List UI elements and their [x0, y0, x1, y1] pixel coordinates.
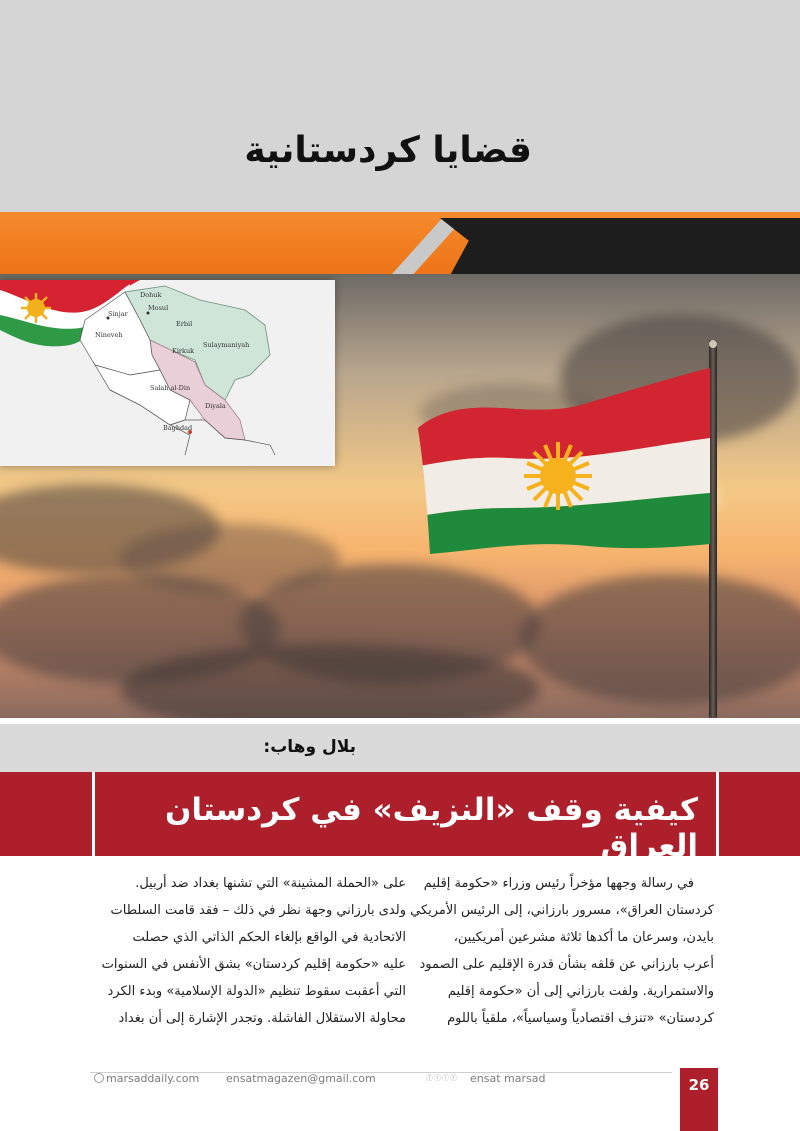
map-label-nineveh: Nineveh	[95, 331, 123, 339]
paragraph-line: في رسالة وجهها مؤخراً رئيس وزراء «حكومة إقليم	[423, 876, 694, 891]
instagram-icon: ⓘ	[442, 1074, 450, 1082]
paragraph-line: كردستان» «تنزف اقتصادياً وسياسياً»، ملقياً باللوم	[447, 1011, 714, 1026]
footer-email[interactable]: ensatmagazen@gmail.com	[226, 1072, 376, 1085]
facebook-icon: ⓕ	[426, 1074, 434, 1082]
flag-pole-finial	[709, 340, 717, 348]
footer-website[interactable]	[94, 1072, 199, 1085]
map-inset	[0, 280, 335, 466]
footer-brand: ensat marsad	[470, 1072, 546, 1085]
map-label-salah-al-din: Salah al-Din	[150, 384, 191, 392]
section-title: قضايا كردستانية	[244, 130, 532, 171]
footer-website-text: marsaddaily.com	[106, 1072, 200, 1085]
twitter-icon: ⓣ	[434, 1074, 442, 1082]
map-label-kirkuk: Kirkuk	[172, 347, 195, 355]
author-band	[0, 724, 800, 772]
article-title: كيفية وقف «النزيف» في كردستان العراق	[164, 792, 698, 864]
paragraph-line: ولدى بارزاني وجهة نظر في ذلك – فقد قامت السلطات	[110, 903, 406, 918]
flag-pole	[709, 340, 717, 718]
kurdistan-flag-image	[408, 368, 710, 554]
article-column-left	[94, 870, 406, 1032]
paragraph-line: عليه «حكومة إقليم كردستان» بشق الأنفس في السنوات	[101, 957, 406, 972]
map-label-dohuk: Dohuk	[140, 291, 162, 299]
paragraph-line: والاستمرارية. ولفت بارزاني إلى أن «حكومة إقليم	[447, 984, 714, 999]
paragraph-line: الاتحادية في الواقع بإلغاء الحكم الذاتي الذي حصلت	[132, 930, 406, 945]
paragraph-line: التي أعقبت سقوط تنظيم «الدولة الإسلامية» وبدء الكرد	[107, 984, 406, 999]
paragraph-line: بايدن، وسرعان ما أكدها ثلاثة مشرعين أمريكيين،	[453, 930, 714, 945]
map-label-mosul: Mosul	[148, 304, 169, 312]
paragraph-line: على «الحملة المشينة» التي تشنها بغداد ضد أربيل.	[135, 876, 406, 891]
article-column-right	[402, 870, 714, 1032]
page-number: 26	[688, 1076, 710, 1094]
headline-rule-left	[92, 772, 95, 856]
map-label-erbil: Erbil	[176, 320, 193, 328]
social-icons	[426, 1073, 458, 1083]
youtube-icon: ⓨ	[450, 1074, 458, 1082]
map-label-diyala: Diyala	[205, 402, 226, 410]
globe-icon	[94, 1073, 104, 1083]
paragraph-line: كردستان العراق»، مسرور بارزاني، إلى الرئيس الأمريكي	[410, 903, 714, 918]
article-author: بلال وهاب:	[263, 737, 356, 757]
headline-rule-right	[716, 772, 719, 856]
kurdistan-map-image	[0, 280, 335, 466]
map-label-baghdad: Baghdad	[163, 424, 193, 432]
map-label-sulaymaniyah: Sulaymaniyah	[203, 341, 250, 349]
paragraph-line: أعرب بارزاني عن قلقه بشأن قدرة الإقليم على الصمود	[419, 957, 714, 972]
header-band	[0, 0, 800, 212]
paragraph-line: محاولة الاستقلال الفاشلة. وتجدر الإشارة إلى أن بغداد	[118, 1011, 406, 1026]
map-label-sinjar: Sinjar	[108, 310, 128, 318]
